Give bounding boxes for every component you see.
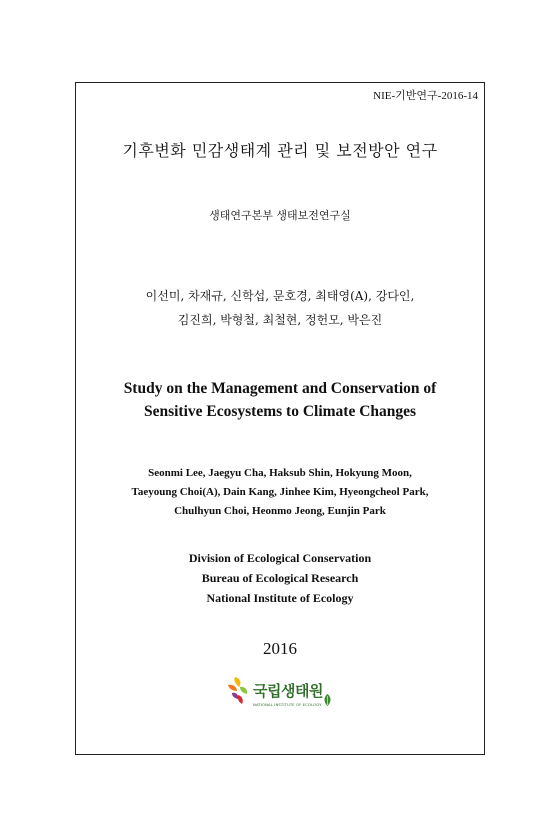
english-authors <box>76 464 484 521</box>
nie-logo <box>226 675 336 721</box>
leaf-icon <box>323 694 332 706</box>
organization <box>76 548 484 608</box>
english-title-line: Study on the Management and Conservation of <box>123 380 437 397</box>
organization-division: Division of Ecological Conservation <box>188 551 372 565</box>
english-authors-line: Chulhyun Choi, Heonmo Jeong, Eunjin Park <box>174 505 386 517</box>
organization-institute: National Institute of Ecology <box>206 591 354 605</box>
cover-frame <box>75 82 485 755</box>
korean-authors-line: 이선미, 차재규, 신학섭, 문호경, 최태영(A), 강다인, <box>145 289 415 303</box>
english-title-line: Sensitive Ecosystems to Climate Changes <box>143 403 417 420</box>
english-authors-line: Taeyoung Choi(A), Dain Kang, Jinhee Kim, Hyeongcheol Park, <box>131 486 429 498</box>
english-title <box>76 377 484 423</box>
nie-logo-english: NATIONAL INSTITUTE OF ECOLOGY <box>253 702 322 707</box>
publication-year: 2016 <box>263 639 297 658</box>
korean-department: 생태연구본부 생태보전연구실 <box>209 209 351 222</box>
korean-authors-line: 김진희, 박형철, 최철현, 정헌모, 박은진 <box>177 313 383 327</box>
korean-title: 기후변화 민감생태계 관리 및 보전방안 연구 <box>122 141 438 160</box>
english-authors-line: Seonmi Lee, Jaegyu Cha, Haksub Shin, Hokyung Moon, <box>148 467 412 479</box>
korean-authors <box>76 284 484 332</box>
nie-logo-mark-icon <box>226 675 256 707</box>
nie-logo-korean: 국립생태원 <box>253 682 323 700</box>
organization-bureau: Bureau of Ecological Research <box>201 571 359 585</box>
report-id: NIE-기반연구-2016-14 <box>373 90 478 102</box>
